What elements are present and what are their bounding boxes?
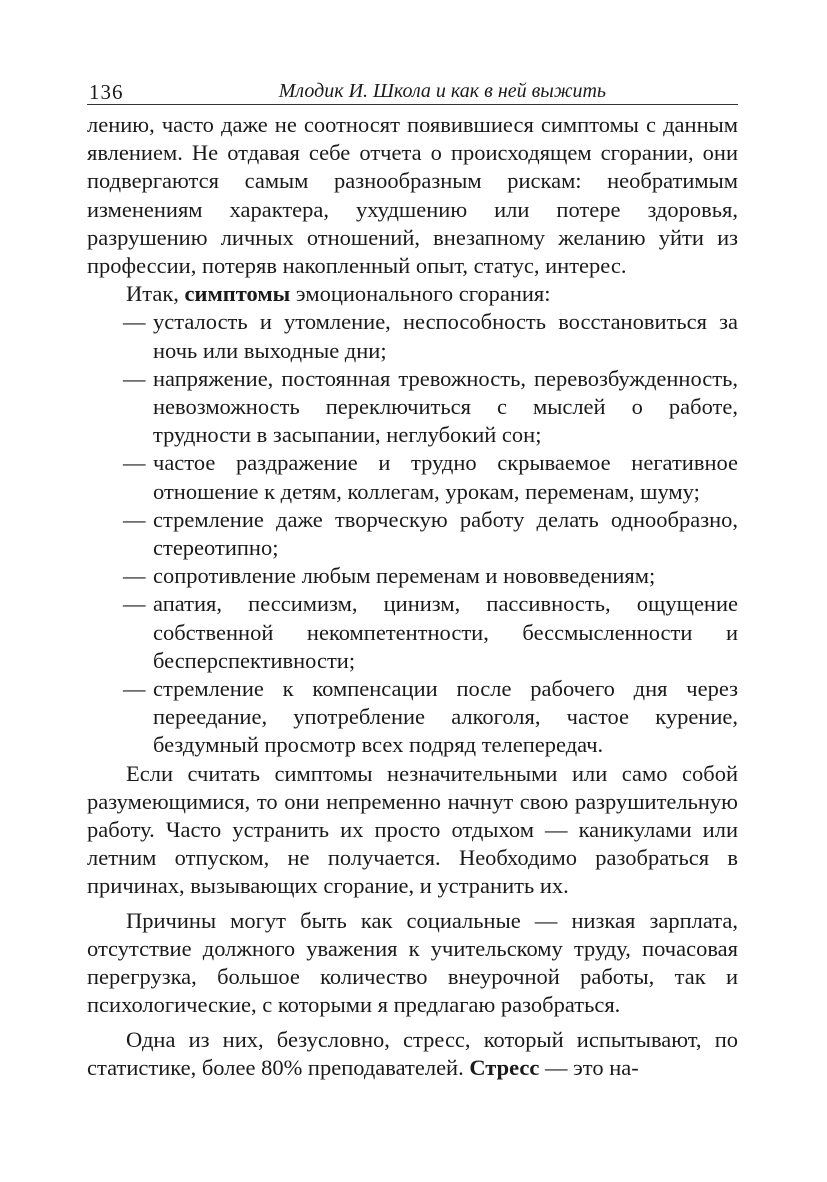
paragraph-continued: лению, часто даже не соотносят появившиеся симптомы с данным явлением. Не отдавая себе отчета о происходящем сгорании, они подвергаются самым разнообразным рискам: необратимым изменениям характера, ухудшению или потере здоровья, разрушению личных отношений, внезапному желанию уйти из профессии, потеряв накопленный опыт, статус, интерес. <box>87 112 738 279</box>
list-item-text: апатия, пессимизм, цинизм, пассивность, ощущение собственной некомпетентности, бессмысленности и бесперспективности; <box>153 591 738 673</box>
list-item <box>87 506 738 562</box>
text-span: Одна из них, безусловно, стресс, который испытывают, по статистике, более 80% преподавателей. <box>87 1026 738 1080</box>
list-item-text: усталость и утомление, неспособность восстановиться за ночь или выходные дни; <box>153 309 738 363</box>
text-span: эмоционального сгорания: <box>290 281 551 307</box>
bold-term-stress: Стресс <box>469 1054 540 1080</box>
paragraph-stress <box>87 1026 738 1082</box>
list-item-text: сопротивление любым переменам и нововведениям; <box>153 563 656 589</box>
symptoms-list <box>87 308 738 759</box>
list-item-text: стремление даже творческую работу делать однообразно, стереотипно; <box>153 506 738 561</box>
page-number: 136 <box>89 80 124 104</box>
dash-marker: — <box>123 563 146 589</box>
dash-marker: — <box>123 506 146 532</box>
list-item-text: напряжение, постоянная тревожность, перевозбужденность, невозможность переключиться с мыслей о работе, трудности в засыпании, неглубокий сон; <box>153 365 738 448</box>
list-item <box>87 590 738 675</box>
list-item <box>87 308 738 364</box>
paragraph-causes: Причины могут быть как социальные — низкая зарплата, отсутствие должного уважения к учительскому труду, почасовая перегрузка, большое количество внеурочной работы, так и психологические, с которыми я предлагаю разобраться. <box>87 907 738 1018</box>
running-title: Млодик И. Школа и как в ней выжить <box>278 80 606 102</box>
list-item <box>87 562 738 590</box>
list-item <box>87 675 738 760</box>
list-item-text: стремление к компенсации после рабочего дня через переедание, употребление алкоголя, частое курение, бездумный просмотр всех подряд телепередач. <box>153 676 738 758</box>
dash-marker: — <box>123 676 146 702</box>
dash-marker: — <box>123 309 146 335</box>
page-header <box>87 76 738 105</box>
dash-marker: — <box>123 591 146 617</box>
paragraph-symptoms-intro <box>87 280 738 308</box>
list-item-text: частое раздражение и трудно скрываемое негативное отношение к детям, коллегам, урокам, переменам, шуму; <box>153 450 738 504</box>
bold-term-symptoms: симптомы <box>184 281 291 307</box>
dash-marker: — <box>123 365 146 391</box>
list-item <box>87 449 738 505</box>
dash-marker: — <box>123 450 146 476</box>
book-page <box>87 76 738 1082</box>
text-span: Итак, <box>126 281 185 307</box>
list-item <box>87 365 738 450</box>
page-body <box>87 111 738 1082</box>
paragraph-consequences: Если считать симптомы незначительными или само собой разумеющимися, то они непременно начнут свою разрушительную работу. Часто устранить их просто отдыхом — каникулами или летним отпуском, не получается. Необходимо разобраться в причинах, вызывающих сгорание, и устранить их. <box>87 760 738 899</box>
text-span: — это на- <box>539 1054 639 1080</box>
